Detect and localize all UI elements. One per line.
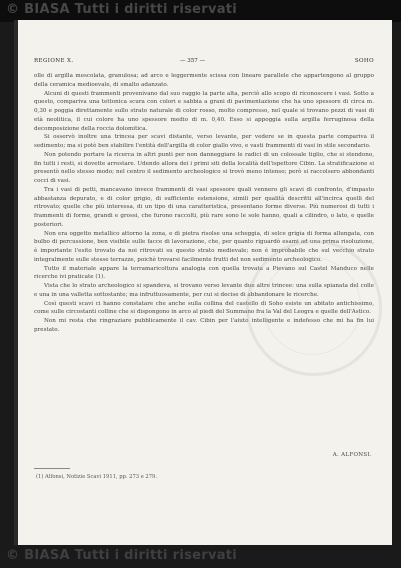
paragraph: Non potendo portare la ricerca in altri punti per non danneggiare le radici di un colossale tiglio, che si stendono, fin tutti i resti, si dovette arrestare. Udendo allora dei i primi siti della località dell'ispettore Cibin. La stratificazione si presentò nello stesso modo; nel centro il sedimento archeologico si trovò meno intenso; però si raccolsero abbondanti cocci di vasi. [34, 151, 374, 184]
paragraph: Tra i vasi di petti, mancavano invece frammenti di vasi spessore quali vennero gli scavi di confronto, d'impasto abbastanza depurato, e di color grigio, di sufficiente estensione, simili per qualità descritti all'incirca quelli del ritrovato; quelle che più interessa, di un tipo di una caratteristica, presentano forme diverse. Più numerosi di tutti i frammenti di forme, grandi e grossi, che furono raccolti, più rare sono le sole hanno, quali a cilindro, o lato, e quelle posteriori. [34, 186, 374, 228]
article-body [34, 72, 374, 335]
footnote-divider [34, 468, 70, 469]
paragraph: Tutto il materiale appare la terramaricoltura analogia con quella trovata a Pievano sul Castel Manduco nelle ricerche ivi praticate (1). [34, 265, 374, 281]
binding-edge [14, 20, 18, 545]
paragraph: Alcuni di questi frammenti provenivano dal suo raggio la parte alta, perciò allo scopo di riconoscere i vasi. Sotto a questo, compariva una tettonica scura con colori e sabbia a grani di pavimentazione che ha uno spessore di circa m. 0,30 e poggia direttamente sullo strato naturale di color rosso, molto compresso, nel quale si trovano pezzi di vasi di età neolitica, il cui colore ha uno spessore medio di m. 0,40. Esso si appoggia sulla argilla ferruginosa della decomposizione della roccia dolomitica. [34, 90, 374, 132]
footnote: (1) Alfonsi, Notizie Scavi 1911, pp. 273 e 279. [36, 474, 157, 480]
paragraph: Si osservò inoltre una trincea per scavi distante, verso levante, per vedere se in questa parte compariva il sedimento; ma si potè ben stabilire l'entità dell'argilla di color giallo vivo, e vasti frammenti di vasi in stile secondario. [34, 134, 374, 149]
header-place: SOHO [354, 58, 374, 64]
paragraph: Non era oggetto metallico attorno la zona, e di pietra risolse una scheggia, di selce grigia di forma allungata, con bulbo di percussione, ben visibile sulle facce di lavorazione, che, per quanto riguardò esami ad una prima risoluzione, è importante l'esito trovato da noi ritrovati su questo strato medievale; non è improbabile che sul vecchio strato integralmente sulle stesse terrazze, poichè trovarsi facilmente frutti del non sedimento archeologico. [34, 230, 374, 263]
page-number: — 357 — [180, 58, 205, 64]
paragraph: Non mi resta che ringraziare pubblicamente il cav. Cibin per l'aiuto intelligente e indefesso che mi ha fin lui prestato. [34, 318, 374, 333]
header-region: REGIONE X. [34, 58, 74, 64]
document-page [14, 20, 392, 545]
page-header [34, 58, 382, 68]
paragraph: Così questi scavi ci hanno constatare che anche sulla collina del castello di Soho esiste un abitato antichissimo, come sulle circostanti colline che si dispongono in arco al piedi del Summano fra la Val del Leogra e quelle dell'Astico. [34, 300, 374, 316]
watermark-top: © BIASA Tutti i diritti riservati [6, 2, 238, 17]
paragraph: Vista che lo strato archeologico si spandeva, si trovano verso levante due altre trincee: una sulla spianata del colle e una in una valletta sottostante; ma infruttuosamente, per cui si decise di abbandonare le ricerche. [34, 283, 374, 298]
watermark-bottom: © BIASA Tutti i diritti riservati [6, 548, 238, 563]
author-signature: A. ALFONSI. [332, 452, 372, 458]
paragraph: olle di argilla mescolata, granulosa; ad arco e leggermente scissa con lineare parallele che appartengono al gruppo della ceramica medioevale, di smalto adanzato. [34, 73, 374, 88]
